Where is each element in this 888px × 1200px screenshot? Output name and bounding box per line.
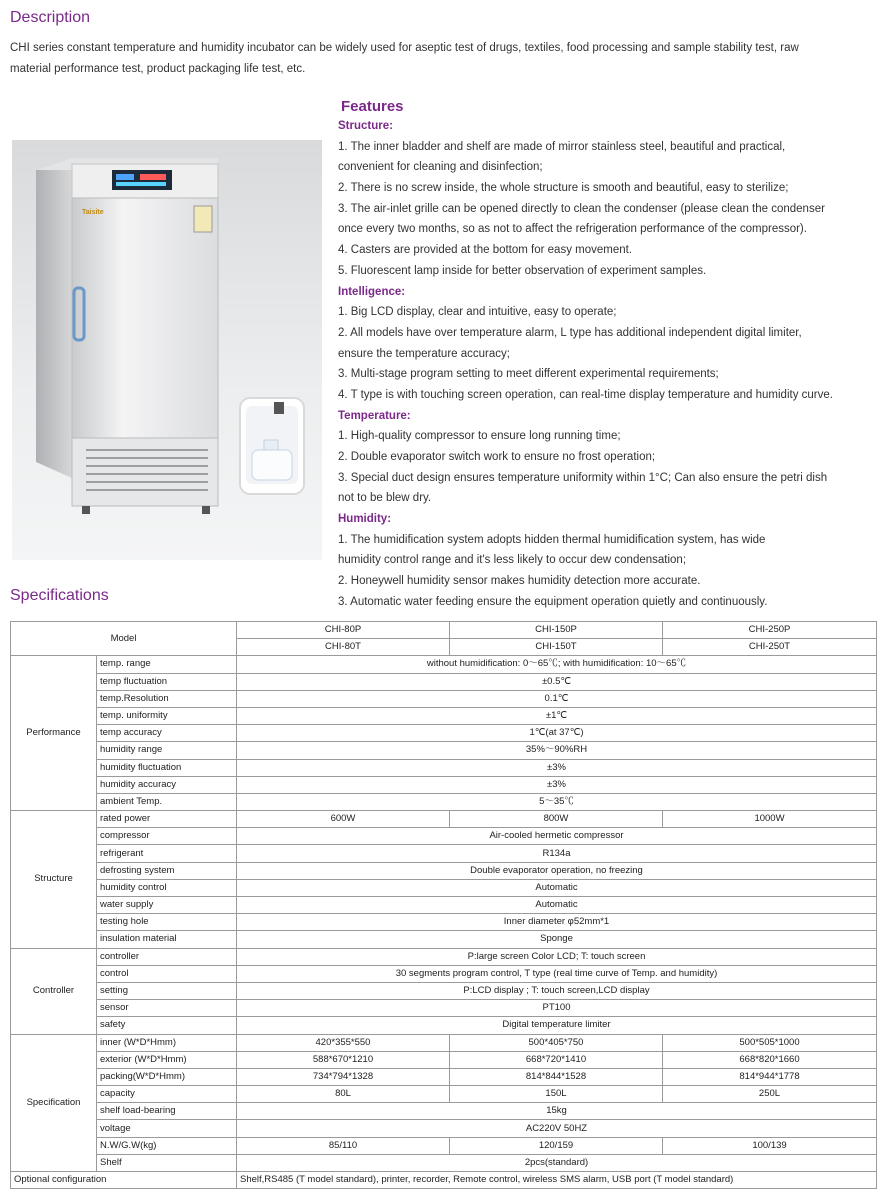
row-label: safety	[97, 1017, 237, 1034]
row-label: Shelf	[97, 1154, 237, 1171]
structure-line: convenient for cleaning and disinfection;	[338, 161, 543, 174]
intelligence-line: 1. Big LCD display, clear and intuitive, easy to operate;	[338, 306, 617, 319]
table-row	[11, 811, 877, 828]
row-label: rated power	[97, 811, 237, 828]
intelligence-line: ensure the temperature accuracy;	[338, 347, 510, 360]
model-cell: CHI-80P	[237, 622, 450, 639]
optional-value: Shelf,RS485 (T model standard), printer, recorder, Remote control, wireless SMS alarm, USB port (T model standard)	[237, 1172, 877, 1189]
intelligence-line: 4. T type is with touching screen operation, can real-time display temperature and humidity curve.	[338, 388, 833, 401]
value-cell: 85/110	[237, 1137, 450, 1154]
value-cell: ±3%	[237, 759, 877, 776]
row-label: exterior (W*D*Hmm)	[97, 1051, 237, 1068]
row-label: setting	[97, 982, 237, 999]
table-row	[11, 931, 877, 948]
value-cell: R134a	[237, 845, 877, 862]
features-title: Features	[341, 98, 404, 115]
intelligence-heading: Intelligence:	[338, 285, 406, 298]
row-label: packing(W*D*Hmm)	[97, 1068, 237, 1085]
value-cell: 814*844*1528	[450, 1068, 663, 1085]
row-label: humidity fluctuation	[97, 759, 237, 776]
table-row	[11, 1103, 877, 1120]
value-cell: 150L	[450, 1086, 663, 1103]
table-row	[11, 725, 877, 742]
temperature-line: 2. Double evaporator switch work to ensure no frost operation;	[338, 451, 656, 463]
humidity-heading: Humidity:	[338, 513, 392, 526]
group-label: Performance	[11, 656, 97, 811]
table-row	[11, 1034, 877, 1051]
structure-line: 5. Fluorescent lamp inside for better observation of experiment samples.	[338, 264, 707, 277]
value-cell: 5～35℃	[237, 793, 877, 810]
temperature-line: 1. High-quality compressor to ensure long running time;	[338, 430, 621, 443]
row-label: defrosting system	[97, 862, 237, 879]
table-row	[11, 1154, 877, 1171]
row-label: temp. range	[97, 656, 237, 673]
value-cell: 30 segments program control, T type (real time curve of Temp. and humidity)	[237, 965, 877, 982]
structure-line: 3. The air-inlet grille can be opened directly to clean the condenser (please clean the condenser	[338, 202, 825, 215]
value-cell: AC220V 50HZ	[237, 1120, 877, 1137]
specifications-table	[10, 621, 877, 1189]
value-cell: ±3%	[237, 776, 877, 793]
row-label: water supply	[97, 897, 237, 914]
row-label: humidity control	[97, 879, 237, 896]
row-label: ambient Temp.	[97, 793, 237, 810]
row-label: insulation material	[97, 931, 237, 948]
table-row	[11, 828, 877, 845]
temperature-heading: Temperature:	[338, 409, 411, 422]
table-row	[11, 845, 877, 862]
table-row	[11, 982, 877, 999]
table-row	[11, 793, 877, 810]
value-cell: 80L	[237, 1086, 450, 1103]
table-row	[11, 862, 877, 879]
value-cell: without humidification: 0～65℃; with humidification: 10～65℃	[237, 656, 877, 673]
table-row	[11, 1086, 877, 1103]
table-row	[11, 1051, 877, 1068]
humidity-line: humidity control range and it's less likely to occur dew condensation;	[338, 554, 687, 567]
table-row	[11, 742, 877, 759]
specifications-title: Specifications	[10, 587, 109, 604]
table-row	[11, 776, 877, 793]
incubator-illustration	[12, 140, 322, 560]
table-row	[11, 1120, 877, 1137]
table-row	[11, 1017, 877, 1034]
value-cell: 734*794*1328	[237, 1068, 450, 1085]
value-cell: ±1℃	[237, 707, 877, 724]
value-cell: 120/159	[450, 1137, 663, 1154]
table-row	[11, 690, 877, 707]
group-label: Structure	[11, 811, 97, 949]
brand-logo: Taisite	[82, 209, 104, 216]
humidity-line: 2. Honeywell humidity sensor makes humidity detection more accurate.	[338, 575, 701, 588]
row-label: testing hole	[97, 914, 237, 931]
row-label: humidity accuracy	[97, 776, 237, 793]
value-cell: ±0.5℃	[237, 673, 877, 690]
row-label: sensor	[97, 1000, 237, 1017]
row-label: control	[97, 965, 237, 982]
temperature-line: not to be blew dry.	[338, 492, 432, 505]
value-cell: Sponge	[237, 931, 877, 948]
intelligence-line: 2. All models have over temperature alarm, L type has additional independent digital limiter,	[338, 326, 802, 339]
row-label: controller	[97, 948, 237, 965]
row-label: temp accuracy	[97, 725, 237, 742]
structure-heading: Structure:	[338, 120, 393, 132]
value-cell: 250L	[663, 1086, 877, 1103]
value-cell: 588*670*1210	[237, 1051, 450, 1068]
value-cell: 800W	[450, 811, 663, 828]
value-cell: Automatic	[237, 879, 877, 896]
value-cell: Double evaporator operation, no freezing	[237, 862, 877, 879]
row-label: temp. uniformity	[97, 707, 237, 724]
value-cell: 600W	[237, 811, 450, 828]
value-cell: 100/139	[663, 1137, 877, 1154]
value-cell: 1℃(at 37℃)	[237, 725, 877, 742]
temperature-line: 3. Special duct design ensures temperature uniformity within 1°C; Can also ensure the petri dish	[338, 471, 828, 484]
row-label: inner (W*D*Hmm)	[97, 1034, 237, 1051]
model-cell: CHI-150T	[450, 639, 663, 656]
table-row	[11, 1137, 877, 1154]
structure-line: 4. Casters are provided at the bottom for easy movement.	[338, 244, 633, 257]
value-cell: 668*820*1660	[663, 1051, 877, 1068]
optional-label: Optional configuration	[11, 1172, 237, 1189]
value-cell: 668*720*1410	[450, 1051, 663, 1068]
value-cell: P:LCD display ; T: touch screen,LCD display	[237, 982, 877, 999]
value-cell: Automatic	[237, 897, 877, 914]
row-label: compressor	[97, 828, 237, 845]
table-row	[11, 1172, 877, 1189]
value-cell: Digital temperature limiter	[237, 1017, 877, 1034]
value-cell: 2pcs(standard)	[237, 1154, 877, 1171]
features-list	[338, 116, 888, 613]
row-label: shelf load-bearing	[97, 1103, 237, 1120]
structure-line: 1. The inner bladder and shelf are made of mirror stainless steel, beautiful and practical,	[338, 140, 786, 153]
table-row	[11, 914, 877, 931]
description-title: Description	[10, 9, 91, 26]
table-row	[11, 1000, 877, 1017]
table-row	[11, 656, 877, 673]
value-cell: 500*505*1000	[663, 1034, 877, 1051]
row-label: capacity	[97, 1086, 237, 1103]
humidity-line: 1. The humidification system adopts hidden thermal humidification system, has wide	[338, 533, 766, 546]
model-label: Model	[11, 622, 237, 656]
value-cell: PT100	[237, 1000, 877, 1017]
value-cell: Inner diameter φ52mm*1	[237, 914, 877, 931]
model-cell: CHI-250T	[663, 639, 877, 656]
table-row	[11, 965, 877, 982]
row-label: temp.Resolution	[97, 690, 237, 707]
value-cell: Air-cooled hermetic compressor	[237, 828, 877, 845]
model-cell: CHI-80T	[237, 639, 450, 656]
value-cell: 420*355*550	[237, 1034, 450, 1051]
row-label: humidity range	[97, 742, 237, 759]
structure-line: once every two months, so as not to affect the refrigeration performance of the compressor).	[338, 223, 807, 236]
table-row	[11, 673, 877, 690]
structure-line: 2. There is no screw inside, the whole structure is smooth and beautiful, easy to sterilize;	[338, 182, 789, 195]
table-row	[11, 707, 877, 724]
value-cell: 0.1℃	[237, 690, 877, 707]
intelligence-line: 3. Multi-stage program setting to meet different experimental requirements;	[338, 368, 719, 381]
row-label: N.W/G.W(kg)	[97, 1137, 237, 1154]
table-row	[11, 759, 877, 776]
value-cell: P:large screen Color LCD; T: touch screen	[237, 948, 877, 965]
group-label: Specification	[11, 1034, 97, 1172]
row-label: voltage	[97, 1120, 237, 1137]
product-photo	[12, 140, 322, 560]
value-cell: 15kg	[237, 1103, 877, 1120]
table-row	[11, 879, 877, 896]
group-label: Controller	[11, 948, 97, 1034]
value-cell: 814*944*1778	[663, 1068, 877, 1085]
table-row	[11, 948, 877, 965]
value-cell: 500*405*750	[450, 1034, 663, 1051]
row-label: refrigerant	[97, 845, 237, 862]
description-text: CHI series constant temperature and humidity incubator can be widely used for aseptic test of drugs, textiles, food processing and sample stability test, raw material performance test, product packaging life test, etc.	[10, 42, 799, 75]
table-row	[11, 622, 877, 639]
table-row	[11, 1068, 877, 1085]
table-row	[11, 897, 877, 914]
value-cell: 1000W	[663, 811, 877, 828]
humidity-line: 3. Automatic water feeding ensure the equipment operation quietly and continuously.	[338, 595, 768, 608]
model-cell: CHI-250P	[663, 622, 877, 639]
model-cell: CHI-150P	[450, 622, 663, 639]
value-cell: 35%～90%RH	[237, 742, 877, 759]
row-label: temp fluctuation	[97, 673, 237, 690]
